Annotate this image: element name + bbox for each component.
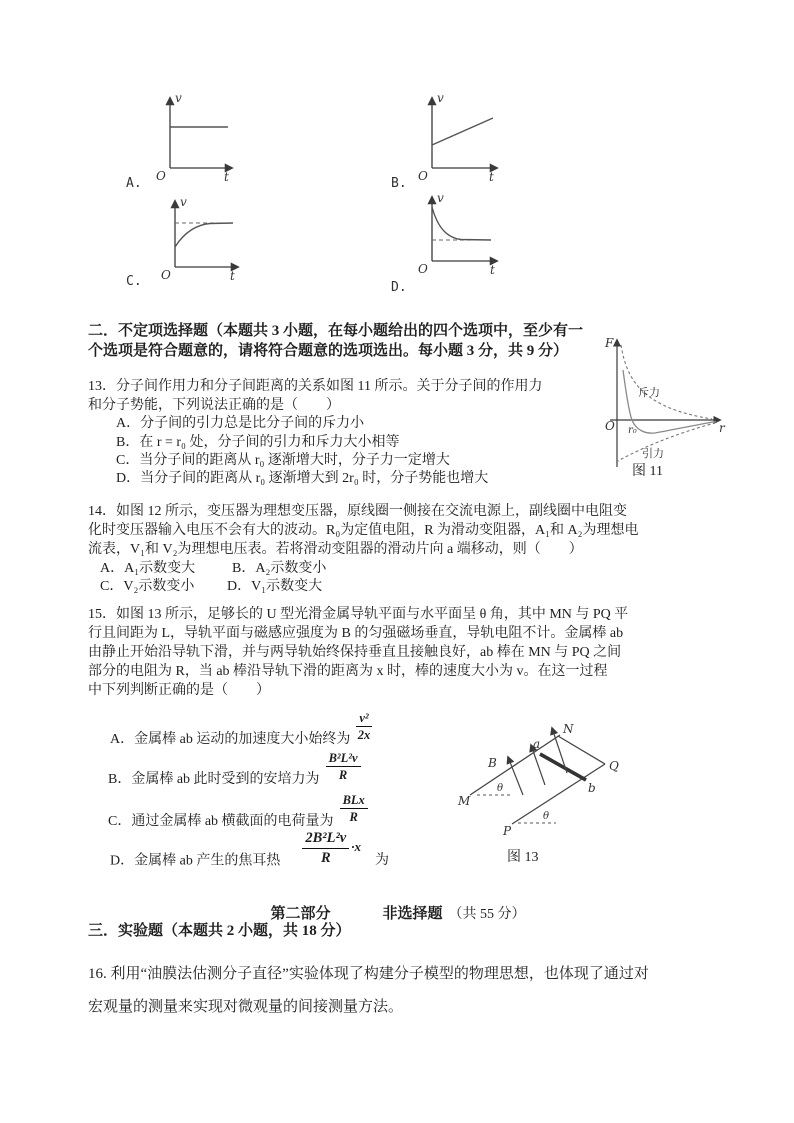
figure-11-molecular-force-graph	[600, 330, 730, 485]
axis-label-v: v	[175, 91, 182, 105]
option-letter: C.	[126, 274, 142, 289]
axis-label-t: t	[490, 263, 495, 277]
times-x-suffix: ·x	[351, 839, 361, 855]
part2-heading-left: 第二部分	[270, 906, 331, 922]
q15-stem-line3: 由静止开始沿导轨下滑，并与两导轨始终保持垂直且接触良好，ab 棒在 MN 与 PQ 之间	[88, 645, 622, 660]
axis-label-v: v	[437, 91, 444, 105]
rail-MN	[470, 735, 560, 795]
q13-option-c: C．当分子间的距离从 r₀ 逐渐增大时，分子力一定增大	[116, 453, 450, 468]
B-field-arrow-1	[508, 757, 523, 795]
option-letter: A.	[126, 176, 142, 191]
point-P-label: P	[503, 824, 512, 838]
vt-graph-option-a	[120, 86, 245, 191]
origin-label: O	[605, 419, 615, 433]
q15-option-c-text: C．通过金属棒 ab 横截面的电荷量为	[108, 814, 334, 830]
q15-option-a-text: A．金属棒 ab 运动的加速度大小始终为	[110, 732, 351, 748]
conducting-bar-ab	[540, 754, 586, 780]
origin-label: O	[156, 169, 166, 183]
edge-NQ	[558, 736, 605, 764]
figure-13-caption: 图 13	[507, 850, 539, 865]
q13-option-d: D．当分子间的距离从 r₀ 逐渐增大到 2r₀ 时，分子势能也增大	[116, 471, 489, 486]
origin-label: O	[418, 262, 428, 276]
axis-label-F: F	[605, 336, 614, 350]
rising-saturating-curve	[175, 223, 233, 247]
theta-angle-at-M: θ	[497, 783, 504, 794]
section2-heading-line1: 二．不定项选择题（本题共 3 小题，在每小题给出的四个选项中，至少有一	[88, 323, 584, 339]
q15-stem-line2: 行且间距为 L，导轨平面与磁感应强度为 B 的匀强磁场垂直，导轨电阻不计。金属棒 ab	[88, 626, 624, 641]
vt-graph-option-b	[385, 86, 510, 191]
q13-stem-line2: 和分子势能，下列说法正确的是（ ）	[88, 398, 340, 413]
figure-13-inclined-rails	[455, 715, 630, 865]
fraction-BLx-over-R: $\frac{\text{BLx}}{R}$	[340, 793, 368, 825]
q15-option-b	[108, 751, 361, 796]
decaying-curve	[432, 207, 491, 240]
q14-option-c: C．V₂示数变小	[100, 579, 195, 594]
q15-stem-line4: 部分的电阻为 R，当 ab 棒沿导轨下滑的距离为 x 时，棒的速度大小为 v。在这一过程	[88, 664, 608, 679]
q15-option-d	[110, 830, 389, 879]
fraction-2B2L2v-over-R: $\frac{\text{2B²L²v}}{R}$	[302, 830, 349, 866]
axis-label-v: v	[180, 195, 187, 209]
q14-stem-line1: 14．如图 12 所示，变压器为理想变压器，原线圈一侧接在交流电源上，副线圈中电阻变	[88, 504, 627, 519]
q15-option-d-tail: 为	[375, 853, 389, 869]
vt-graph-option-d	[385, 193, 515, 298]
q15-option-b-text: B．金属棒 ab 此时受到的安培力为	[108, 772, 320, 788]
origin-label: O	[418, 169, 428, 183]
vt-graph-option-c	[120, 195, 250, 295]
option-letter: D.	[391, 280, 407, 295]
point-M-label: M	[458, 794, 471, 808]
fraction-B2L2v-over-R: $\frac{\text{B²L²v}}{R}$	[326, 751, 361, 783]
B-field-arrow-2	[531, 745, 545, 785]
attraction-label: 引力	[642, 447, 664, 460]
q14-option-a: A．A₁示数变大	[100, 561, 196, 576]
part2-heading	[88, 902, 708, 923]
figure-11-caption: 图 11	[632, 464, 663, 479]
B-field-label: B	[488, 756, 497, 770]
origin-label: O	[161, 268, 171, 282]
r0-label: r₀	[628, 425, 637, 436]
part2-heading-right: 非选择题	[382, 906, 443, 922]
q13-option-b: B．在 r = r₀ 处，分子间的引力和斥力大小相等	[116, 435, 400, 450]
fraction-v2-over-2x: $\frac{\text{v²}}{2x}$	[357, 711, 371, 743]
option-letter: B.	[391, 176, 407, 191]
point-N-label: N	[563, 722, 574, 736]
q14-stem-line3: 流表，V₁和 V₂为理想电压表。若将滑动变阻器的滑动片向 a 端移动，则（ ）	[88, 542, 583, 557]
repulsion-label: 斥力	[638, 386, 660, 399]
net-force-solid-curve	[623, 370, 716, 433]
q14-option-b: B．A₂示数变小	[232, 561, 327, 576]
section2-heading-line2: 个选项是符合题意的，请将符合题意的选项选出。每小题 3 分，共 9 分）	[88, 343, 569, 359]
axis-label-t: t	[224, 170, 229, 184]
section3-heading: 三．实验题（本题共 2 小题，共 18 分）	[88, 923, 351, 939]
axis-label-t: t	[489, 170, 494, 184]
q13-option-a: A．分子间的引力总是比分子间的斥力小	[116, 416, 365, 431]
q14-option-d: D．V₁示数变大	[227, 579, 323, 594]
axis-label-r: r	[719, 421, 725, 435]
axis-label-v: v	[437, 193, 444, 205]
repulsion-dashed-curve	[621, 345, 712, 419]
q13-stem-line1: 13．分子间作用力和分子间距离的关系如图 11 所示。关于分子间的作用力	[88, 379, 543, 394]
increasing-velocity-line	[432, 118, 493, 145]
point-b-label: b	[588, 781, 596, 795]
point-Q-label: Q	[609, 759, 619, 773]
axis-label-t: t	[230, 269, 235, 283]
q14-stem-line2: 化时变压器输入电压不会有大的波动。R₀为定值电阻，R 为滑动变阻器，A₁和 A₂为理想电	[88, 523, 639, 538]
theta-angle-at-P: θ	[543, 811, 550, 822]
q15-stem-line5: 中下列判断正确的是（ ）	[88, 683, 270, 698]
q15-stem-line1: 15．如图 13 所示，足够长的 U 型光滑金属导轨平面与水平面呈 θ 角，其中 MN 与 PQ 平	[88, 607, 629, 622]
part2-heading-score: （共 55 分）	[448, 907, 526, 922]
q15-option-d-text: D．金属棒 ab 产生的焦耳热	[110, 853, 281, 869]
point-a-label: a	[533, 737, 541, 751]
q16-line2: 宏观量的测量来实现对微观量的间接测量方法。	[88, 999, 404, 1015]
q16-line1: 16. 利用“油膜法估测分子直径”实验体现了构建分子模型的物理思想，也体现了通过对	[88, 966, 649, 982]
